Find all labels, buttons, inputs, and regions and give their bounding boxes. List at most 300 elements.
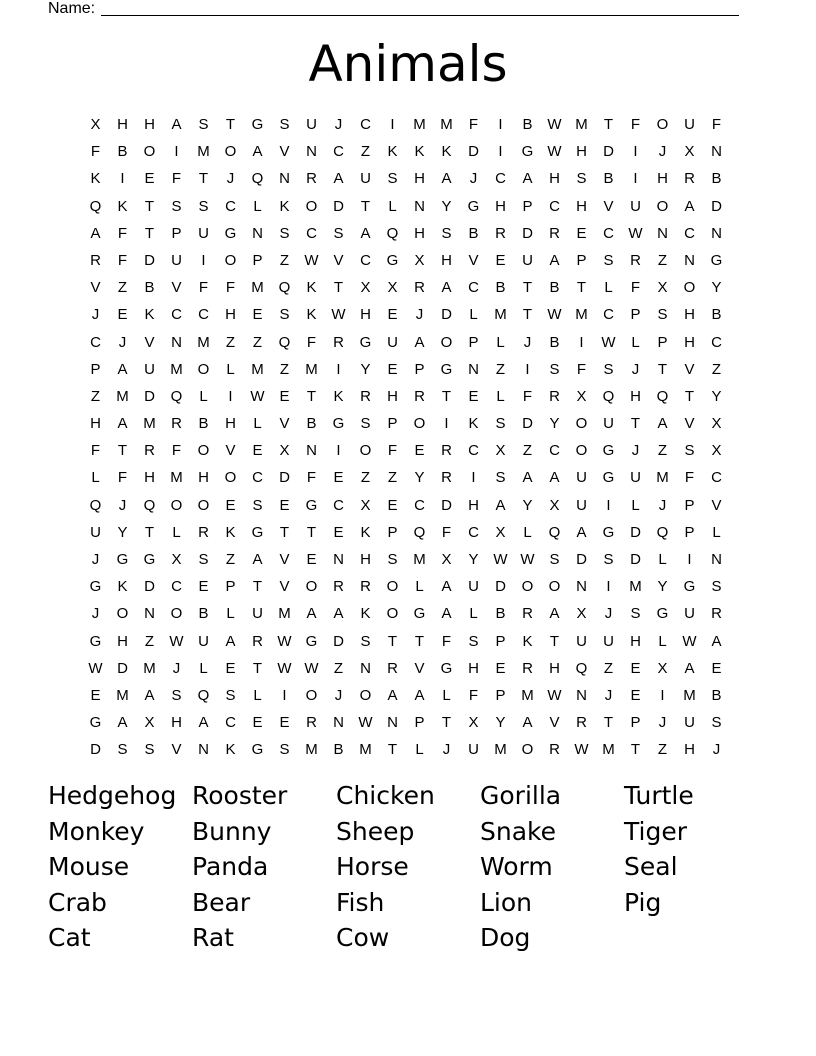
- word-list-item: Pig: [624, 887, 662, 917]
- grid-letter: N: [387, 714, 398, 732]
- grid-letter: A: [252, 143, 263, 161]
- grid-letter: G: [116, 551, 129, 568]
- grid-letter: T: [657, 360, 668, 378]
- grid-letter: B: [603, 170, 614, 188]
- grid-letter: T: [144, 523, 155, 541]
- word-list-item: Worm: [480, 852, 553, 881]
- grid-letter: O: [143, 143, 156, 161]
- grid-letter: P: [684, 523, 695, 541]
- grid-letter: D: [495, 578, 506, 596]
- grid-letter: U: [576, 496, 587, 514]
- grid-letter: X: [657, 279, 668, 297]
- grid-letter: H: [495, 197, 506, 215]
- word-list-item: Chicken: [336, 781, 435, 810]
- grid-letter: N: [144, 605, 155, 623]
- grid-letter: M: [305, 741, 318, 759]
- grid-letter: I: [606, 496, 611, 514]
- grid-letter: A: [117, 415, 128, 433]
- grid-letter: I: [336, 442, 341, 460]
- grid-letter: V: [225, 442, 236, 460]
- grid-letter: D: [522, 224, 533, 242]
- grid-letter: N: [657, 224, 668, 242]
- grid-letter: G: [440, 659, 453, 677]
- grid-letter: N: [306, 442, 317, 460]
- grid-letter: C: [684, 224, 695, 242]
- word-list-item: Snake: [480, 816, 557, 846]
- grid-letter: G: [251, 116, 264, 133]
- grid-letter: L: [226, 605, 235, 623]
- grid-letter: F: [171, 170, 182, 188]
- grid-letter: A: [117, 360, 128, 378]
- grid-letter: H: [630, 387, 641, 405]
- grid-letter: G: [305, 496, 318, 514]
- grid-letter: N: [306, 143, 317, 161]
- grid-letter: V: [603, 197, 614, 215]
- grid-letter: L: [631, 333, 640, 351]
- grid-letter: V: [90, 279, 101, 297]
- grid-letter: D: [144, 387, 155, 405]
- grid-letter: G: [251, 523, 264, 541]
- grid-letter: C: [90, 333, 101, 351]
- grid-letter: W: [547, 306, 562, 324]
- grid-letter: A: [522, 170, 533, 188]
- grid-letter: L: [226, 360, 235, 378]
- grid-letter: U: [576, 632, 587, 650]
- grid-letter: A: [90, 224, 101, 242]
- grid-letter: J: [631, 442, 640, 460]
- grid-letter: I: [498, 116, 503, 133]
- grid-letter: M: [413, 116, 426, 133]
- grid-letter: U: [576, 469, 587, 487]
- grid-letter: P: [252, 251, 263, 269]
- grid-letter: G: [332, 415, 345, 433]
- grid-letter: O: [197, 360, 210, 378]
- grid-letter: L: [658, 632, 667, 650]
- grid-letter: W: [358, 714, 373, 732]
- word-list-item: Cow: [336, 923, 390, 952]
- word-list-item: Monkey: [48, 816, 145, 846]
- grid-letter: E: [279, 496, 290, 514]
- grid-letter: M: [143, 659, 156, 677]
- grid-letter: F: [117, 469, 128, 487]
- grid-letter: R: [414, 387, 425, 405]
- grid-letter: Q: [278, 333, 291, 351]
- grid-letter: S: [684, 442, 695, 460]
- grid-letter: T: [441, 387, 452, 405]
- grid-letter: A: [576, 523, 587, 541]
- grid-letter: H: [117, 632, 128, 650]
- grid-letter: G: [602, 469, 615, 487]
- grid-letter: P: [414, 360, 425, 378]
- grid-letter: H: [684, 306, 695, 324]
- grid-letter: U: [684, 116, 695, 133]
- grid-letter: Y: [522, 496, 533, 514]
- grid-letter: E: [711, 659, 722, 677]
- word-list: [48, 778, 768, 956]
- grid-letter: S: [549, 551, 560, 568]
- grid-letter: C: [468, 523, 479, 541]
- grid-letter: N: [576, 686, 587, 704]
- grid-letter: M: [197, 143, 210, 161]
- grid-letter: M: [170, 360, 183, 378]
- grid-letter: K: [468, 415, 479, 433]
- grid-letter: S: [495, 415, 506, 433]
- grid-letter: H: [225, 306, 236, 324]
- grid-letter: D: [711, 197, 722, 215]
- grid-letter: Z: [279, 251, 290, 269]
- grid-letter: K: [117, 197, 128, 215]
- grid-letter: S: [171, 686, 182, 704]
- grid-letter: G: [521, 143, 534, 161]
- grid-letter: U: [468, 578, 479, 596]
- grid-letter: C: [306, 224, 317, 242]
- grid-letter: I: [282, 686, 287, 704]
- grid-letter: T: [522, 306, 533, 324]
- grid-letter: S: [495, 469, 506, 487]
- grid-letter: R: [306, 714, 317, 732]
- grid-letter: H: [468, 496, 479, 514]
- grid-letter: S: [711, 578, 722, 596]
- grid-letter: L: [469, 605, 478, 623]
- grid-letter: A: [306, 605, 317, 623]
- grid-letter: W: [304, 659, 319, 677]
- grid-letter: U: [252, 605, 263, 623]
- grid-letter: M: [197, 333, 210, 351]
- grid-letter: X: [684, 143, 695, 161]
- grid-letter: R: [306, 170, 317, 188]
- page-title: Animals: [308, 35, 508, 93]
- grid-letter: L: [469, 306, 478, 324]
- grid-letter: W: [682, 632, 697, 650]
- grid-letter: D: [441, 306, 452, 324]
- grid-letter: U: [198, 632, 209, 650]
- grid-letter: E: [225, 496, 236, 514]
- grid-letter: T: [225, 116, 236, 133]
- grid-letter: B: [522, 116, 533, 133]
- grid-letter: W: [520, 551, 535, 568]
- grid-letter: K: [333, 387, 344, 405]
- grid-letter: G: [89, 632, 102, 650]
- grid-letter: O: [440, 333, 453, 351]
- grid-letter: X: [171, 551, 182, 568]
- grid-letter: N: [414, 197, 425, 215]
- grid-letter: H: [576, 197, 587, 215]
- grid-letter: S: [603, 551, 614, 568]
- grid-letter: T: [333, 279, 344, 297]
- grid-letter: T: [603, 714, 614, 732]
- grid-letter: E: [576, 224, 587, 242]
- grid-letter: N: [171, 333, 182, 351]
- grid-letter: T: [387, 741, 398, 759]
- grid-letter: Q: [143, 496, 156, 514]
- grid-letter: W: [547, 143, 562, 161]
- grid-letter: G: [413, 605, 426, 623]
- grid-letter: T: [144, 197, 155, 215]
- grid-letter: D: [603, 143, 614, 161]
- grid-letter: E: [144, 170, 155, 188]
- grid-letter: E: [495, 251, 506, 269]
- word-list-item: Tiger: [624, 816, 687, 846]
- grid-letter: T: [252, 659, 263, 677]
- grid-letter: Y: [711, 387, 722, 405]
- grid-letter: E: [387, 496, 398, 514]
- grid-letter: F: [171, 442, 182, 460]
- grid-letter: H: [549, 659, 560, 677]
- grid-letter: Q: [548, 523, 561, 541]
- grid-letter: O: [170, 605, 183, 623]
- grid-letter: T: [252, 578, 263, 596]
- grid-letter: F: [441, 523, 452, 541]
- grid-letter: F: [117, 224, 128, 242]
- grid-letter: D: [279, 469, 290, 487]
- grid-letter: M: [413, 551, 426, 568]
- grid-letter: X: [657, 659, 668, 677]
- grid-letter: J: [118, 496, 127, 514]
- grid-letter: S: [198, 116, 209, 133]
- grid-letter: D: [576, 551, 587, 568]
- grid-letter: A: [441, 605, 452, 623]
- grid-letter: K: [117, 578, 128, 596]
- grid-letter: V: [684, 415, 695, 433]
- grid-letter: D: [144, 578, 155, 596]
- grid-letter: V: [144, 333, 155, 351]
- grid-letter: T: [414, 632, 425, 650]
- grid-letter: H: [171, 714, 182, 732]
- grid-letter: A: [441, 279, 452, 297]
- grid-letter: F: [630, 116, 641, 133]
- grid-letter: R: [333, 578, 344, 596]
- grid-letter: O: [413, 415, 426, 433]
- grid-letter: S: [549, 360, 560, 378]
- grid-letter: Q: [89, 496, 102, 514]
- grid-letter: Z: [252, 333, 263, 351]
- grid-letter: G: [305, 632, 318, 650]
- grid-letter: N: [360, 659, 371, 677]
- name-blank-line[interactable]: [101, 0, 739, 16]
- grid-letter: O: [197, 442, 210, 460]
- grid-letter: Q: [197, 686, 210, 704]
- grid-letter: C: [549, 197, 560, 215]
- grid-letter: K: [414, 143, 425, 161]
- grid-letter: R: [252, 632, 263, 650]
- grid-letter: P: [468, 333, 479, 351]
- grid-letter: E: [414, 442, 425, 460]
- grid-letter: I: [660, 686, 665, 704]
- grid-letter: X: [360, 279, 371, 297]
- grid-letter: E: [252, 714, 263, 732]
- grid-letter: L: [442, 686, 451, 704]
- grid-letter: G: [89, 714, 102, 732]
- grid-letter: A: [387, 686, 398, 704]
- grid-letter: T: [117, 442, 128, 460]
- grid-letter: T: [387, 632, 398, 650]
- grid-letter: H: [576, 143, 587, 161]
- grid-letter: S: [279, 306, 290, 324]
- grid-letter: K: [360, 523, 371, 541]
- grid-letter: U: [306, 116, 317, 133]
- grid-letter: S: [198, 551, 209, 568]
- grid-letter: M: [143, 415, 156, 433]
- word-list-item: Dog: [480, 923, 531, 952]
- grid-letter: J: [604, 605, 613, 623]
- grid-letter: B: [495, 279, 506, 297]
- grid-letter: K: [279, 197, 290, 215]
- word-list-item: Hedgehog: [48, 781, 177, 810]
- grid-letter: F: [576, 360, 587, 378]
- grid-letter: J: [523, 333, 532, 351]
- grid-letter: P: [522, 197, 533, 215]
- grid-letter: R: [144, 442, 155, 460]
- grid-letter: H: [198, 469, 209, 487]
- grid-letter: U: [603, 632, 614, 650]
- grid-letter: F: [468, 116, 479, 133]
- grid-letter: C: [414, 496, 425, 514]
- grid-letter: S: [279, 741, 290, 759]
- grid-letter: I: [579, 333, 584, 351]
- grid-letter: M: [575, 116, 588, 133]
- grid-letter: T: [576, 279, 587, 297]
- grid-letter: Z: [225, 551, 236, 568]
- word-list-item: Lion: [480, 887, 533, 917]
- grid-letter: A: [522, 469, 533, 487]
- grid-letter: P: [630, 714, 641, 732]
- grid-letter: Q: [656, 387, 669, 405]
- grid-letter: J: [442, 741, 451, 759]
- grid-letter: P: [414, 714, 425, 732]
- grid-letter: Q: [575, 659, 588, 677]
- grid-letter: R: [441, 442, 452, 460]
- grid-letter: E: [90, 686, 101, 704]
- grid-letter: L: [388, 197, 397, 215]
- grid-letter: A: [684, 197, 695, 215]
- grid-letter: O: [521, 578, 534, 596]
- grid-letter: L: [496, 333, 505, 351]
- grid-letter: B: [306, 415, 317, 433]
- grid-letter: O: [224, 469, 237, 487]
- grid-letter: A: [360, 224, 371, 242]
- grid-letter: T: [630, 415, 641, 433]
- grid-letter: M: [251, 360, 264, 378]
- grid-letter: D: [117, 659, 128, 677]
- grid-letter: S: [630, 605, 641, 623]
- grid-letter: T: [684, 387, 695, 405]
- grid-letter: B: [117, 143, 128, 161]
- grid-letter: V: [171, 741, 182, 759]
- grid-letter: I: [228, 387, 233, 405]
- grid-letter: P: [657, 333, 668, 351]
- grid-letter: K: [441, 143, 452, 161]
- grid-letter: P: [495, 686, 506, 704]
- grid-letter: N: [684, 251, 695, 269]
- grid-letter: A: [198, 714, 209, 732]
- grid-letter: N: [252, 224, 263, 242]
- grid-letter: R: [198, 523, 209, 541]
- grid-letter: D: [333, 197, 344, 215]
- grid-letter: Z: [603, 659, 614, 677]
- grid-letter: O: [197, 496, 210, 514]
- grid-letter: K: [387, 143, 398, 161]
- grid-letter: D: [468, 143, 479, 161]
- grid-letter: V: [279, 551, 290, 568]
- grid-letter: N: [333, 551, 344, 568]
- grid-letter: Y: [117, 523, 128, 541]
- grid-letter: K: [522, 632, 533, 650]
- grid-letter: O: [305, 686, 318, 704]
- grid-letter: U: [144, 360, 155, 378]
- word-list-item: Panda: [192, 852, 269, 881]
- grid-letter: G: [143, 551, 156, 568]
- grid-letter: T: [549, 632, 560, 650]
- grid-letter: K: [360, 605, 371, 623]
- grid-letter: Z: [117, 279, 128, 297]
- grid-letter: A: [225, 632, 236, 650]
- grid-letter: H: [414, 224, 425, 242]
- grid-letter: J: [631, 360, 640, 378]
- grid-letter: D: [144, 251, 155, 269]
- grid-letter: E: [252, 306, 263, 324]
- grid-letter: C: [171, 578, 182, 596]
- grid-letter: C: [711, 333, 722, 351]
- grid-letter: H: [414, 170, 425, 188]
- grid-letter: G: [467, 197, 480, 215]
- word-list-item: Fish: [336, 887, 385, 917]
- grid-letter: G: [440, 360, 453, 378]
- grid-letter: M: [251, 279, 264, 297]
- word-list-item: Cat: [48, 923, 91, 952]
- grid-letter: E: [387, 360, 398, 378]
- grid-letter: J: [91, 605, 100, 623]
- grid-letter: C: [252, 469, 263, 487]
- grid-letter: R: [549, 387, 560, 405]
- grid-letter: J: [658, 496, 667, 514]
- grid-letter: O: [575, 415, 588, 433]
- grid-letter: M: [278, 605, 291, 623]
- grid-letter: A: [549, 251, 560, 269]
- grid-letter: L: [172, 523, 181, 541]
- grid-letter: W: [574, 741, 589, 759]
- grid-letter: J: [226, 170, 235, 188]
- grid-letter: O: [224, 251, 237, 269]
- grid-letter: W: [331, 306, 346, 324]
- grid-letter: Q: [656, 523, 669, 541]
- grid-letter: F: [522, 387, 533, 405]
- grid-letter: O: [305, 578, 318, 596]
- grid-letter: L: [604, 279, 613, 297]
- grid-letter: N: [279, 170, 290, 188]
- grid-letter: O: [656, 116, 669, 133]
- grid-letter: X: [144, 714, 155, 732]
- grid-letter: T: [198, 170, 209, 188]
- grid-letter: O: [386, 605, 399, 623]
- word-list-item: Sheep: [336, 816, 415, 846]
- grid-letter: R: [549, 224, 560, 242]
- grid-letter: E: [279, 387, 290, 405]
- grid-letter: A: [333, 605, 344, 623]
- grid-letter: Q: [602, 387, 615, 405]
- grid-letter: A: [441, 578, 452, 596]
- grid-letter: S: [711, 714, 722, 732]
- grid-letter: E: [630, 659, 641, 677]
- grid-letter: W: [628, 224, 643, 242]
- grid-letter: B: [144, 279, 155, 297]
- grid-letter: W: [547, 116, 562, 133]
- grid-letter: Z: [657, 741, 668, 759]
- grid-letter: W: [493, 551, 508, 568]
- word-list-item: Bunny: [192, 816, 272, 846]
- grid-letter: Z: [657, 251, 668, 269]
- grid-letter: G: [224, 224, 237, 242]
- grid-letter: S: [657, 306, 668, 324]
